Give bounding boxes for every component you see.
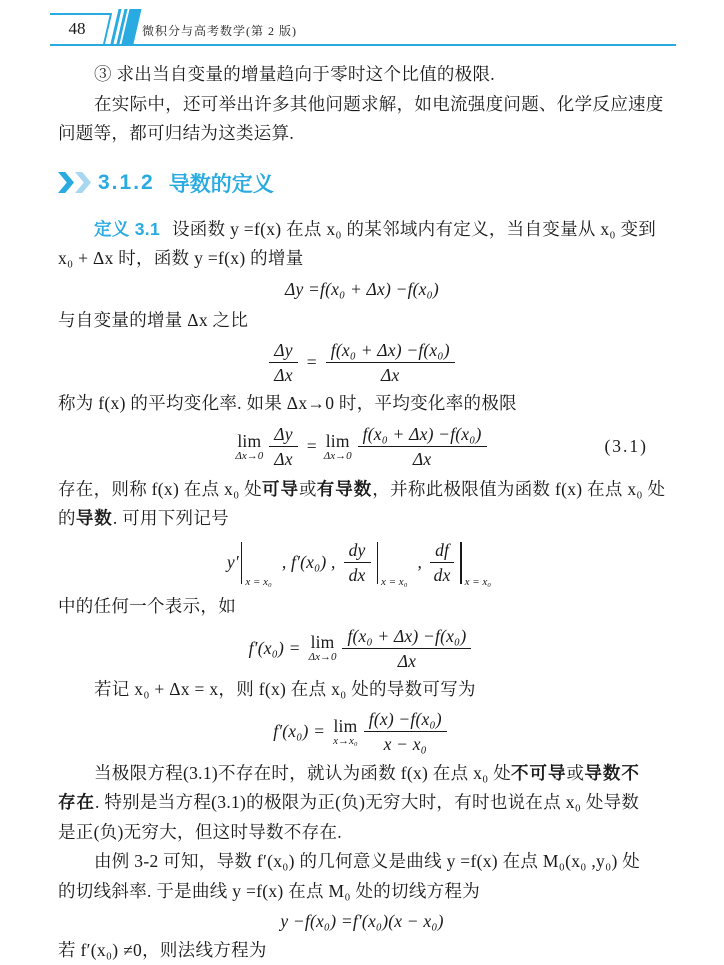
fraction-denominator: Δx — [274, 364, 293, 385]
paragraph-geometric-line1: 由例 3-2 可知，导数 f′(x₀) 的几何意义是曲线 y =f(x) 在点 M₀(x₀ ,y₀) 处 — [94, 851, 641, 871]
equation-number: (3.1) — [604, 436, 648, 456]
paragraph-step3: ③ 求出当自变量的增量趋向于零时这个比值的极限. — [94, 64, 495, 84]
equals-sign: = — [306, 351, 317, 372]
paragraph-practice-line2: 问题等，都可归结为这类运算. — [58, 123, 295, 143]
evaluated-at-group — [241, 542, 272, 588]
fraction-denominator: dx — [433, 565, 451, 585]
bold-term: 有导数 — [316, 478, 373, 499]
text-run: 设函数 y =f(x) 在点 x₀ 的某邻域内有定义，当自变量从 x₀ 变到 — [172, 218, 657, 239]
formula-increment: Δy =f(x₀ + Δx) −f(x₀) — [285, 279, 439, 299]
bold-term: 导数不 — [584, 762, 640, 783]
paragraph-nonexist-line3: 是正(负)无穷大，但这时导数不存在. — [58, 821, 342, 842]
formula-limit-definition — [58, 419, 666, 475]
evaluation-subscript: x = x₀ — [245, 575, 272, 588]
lim-word: lim — [325, 430, 350, 451]
lim-word: lim — [237, 430, 262, 451]
text-run: 或 — [566, 762, 585, 783]
limit-operator — [333, 717, 358, 747]
formula-lhs: f′(x₀) = — [273, 721, 326, 741]
section-heading — [58, 167, 666, 199]
paragraph-practice-line1: 在实际中，还可举出许多其他问题求解，如电流强度问题、化学反应速度 — [94, 93, 664, 114]
paragraph-avg-rate: 称为 f(x) 的平均变化率. 如果 Δx→0 时，平均变化率的极限 — [58, 393, 517, 413]
page-number: 48 — [68, 19, 86, 38]
formula-average-rate — [58, 335, 666, 389]
fraction — [326, 340, 455, 385]
paragraph-derivative-exists-line2 — [58, 504, 666, 534]
fraction-denominator: Δx — [412, 449, 432, 469]
section-title: 导数的定义 — [168, 172, 274, 196]
paragraph-definition-line1 — [58, 215, 666, 245]
fraction-numerator: f(x₀ + Δx) −f(x₀) — [326, 340, 455, 363]
text-run: 存在，则称 f(x) 在点 x₀ 处 — [58, 478, 262, 499]
lim-subscript: Δx→0 — [323, 449, 352, 462]
notation-f-prime: , f′(x₀) , — [281, 552, 336, 572]
fraction — [269, 340, 297, 385]
fraction — [269, 424, 297, 469]
bold-term: 导数 — [75, 508, 113, 528]
fraction-denominator: dx — [348, 565, 366, 585]
section-number: 3.1.2 — [98, 170, 155, 194]
fraction-numerator: Δy — [269, 340, 297, 363]
page-number-box-top-border — [50, 13, 110, 15]
bold-term: 可导 — [261, 478, 299, 499]
paragraph-nonexist-line1 — [58, 759, 666, 789]
lim-subscript: Δx→0 — [308, 651, 337, 663]
fraction-numerator: df — [430, 540, 454, 563]
fraction — [364, 709, 447, 754]
formula-lhs: f′(x₀) = — [248, 637, 301, 658]
text-run: 的 — [58, 508, 76, 528]
definition-label: 定义 3.1 — [94, 218, 160, 239]
text-run: . 特别是当方程(3.1)的极限为正(负)无穷大时，有时也说在点 x₀ 处导数 — [95, 792, 640, 812]
formula-tangent-line: y −f(x₀) =f′(x₀)(x − x₀) — [280, 910, 444, 931]
evaluation-bar-icon — [241, 542, 243, 584]
fraction — [430, 540, 454, 585]
text-run: . 可用下列记号 — [112, 508, 229, 528]
paragraph-geometric-line2: 的切线斜率. 于是曲线 y =f(x) 在点 M₀ 处的切线方程为 — [58, 880, 481, 901]
formula-derivative-alternative — [58, 705, 666, 759]
paragraph-any-notation: 中的任何一个表示，如 — [58, 595, 236, 616]
paragraph-definition-line2: x₀ + Δx 时，函数 y =f(x) 的增量 — [58, 248, 304, 268]
paragraph-nonexist-line2 — [58, 788, 666, 818]
fraction-numerator: Δy — [269, 424, 297, 447]
bold-term: 不可导 — [511, 762, 567, 783]
evaluation-subscript: x = x₀ — [381, 575, 408, 588]
evaluation-subscript: x = x₀ — [464, 575, 492, 588]
lim-subscript: x→x₀ — [333, 734, 358, 747]
formula-derivative-definition — [58, 621, 666, 675]
fraction-numerator: f(x₀ + Δx) −f(x₀) — [358, 424, 487, 447]
evaluation-bar-icon — [460, 542, 462, 584]
fraction-denominator: Δx — [381, 364, 400, 385]
fraction-numerator: dy — [344, 540, 371, 563]
lim-subscript: Δx→0 — [235, 449, 264, 462]
limit-operator — [309, 633, 337, 663]
fraction-denominator: x − x₀ — [383, 734, 427, 754]
fraction-denominator: Δx — [274, 449, 293, 469]
chevron-right-icon — [58, 172, 74, 193]
notation-y-prime: y′ — [226, 552, 239, 572]
paragraph-rewrite: 若记 x₀ + Δx = x，则 f(x) 在点 x₀ 处的导数可写为 — [94, 679, 476, 699]
evaluated-at-group — [377, 542, 408, 588]
fraction-denominator: Δx — [397, 650, 417, 671]
lim-word: lim — [333, 715, 358, 736]
limit-operator — [235, 432, 263, 462]
fraction-numerator: f(x) −f(x₀) — [364, 709, 447, 732]
limit-operator — [324, 432, 352, 462]
evaluation-bar-icon — [377, 542, 379, 584]
book-title: 微积分与高考数学(第 2 版) — [142, 24, 297, 38]
paragraph-ratio-intro: 与自变量的增量 Δx 之比 — [58, 309, 249, 330]
comma: , — [417, 552, 423, 572]
fraction — [344, 540, 371, 585]
text-run: 或 — [298, 478, 317, 499]
text-run: ，并称此极限值为函数 f(x) 在点 x₀ 处 — [372, 478, 666, 499]
equals-sign: = — [306, 436, 317, 456]
chevron-right-icon — [75, 172, 91, 193]
evaluated-at-group — [460, 542, 492, 588]
fraction-numerator: f(x₀ + Δx) −f(x₀) — [342, 626, 471, 649]
paragraph-normal-line: 若 f′(x₀) ≠0，则法线方程为 — [58, 940, 267, 960]
bold-term: 存在 — [58, 792, 95, 812]
paragraph-derivative-exists-line1 — [58, 475, 666, 505]
text-run: 当极限方程(3.1)不存在时，就认为函数 f(x) 在点 x₀ 处 — [94, 762, 512, 783]
fraction — [342, 626, 471, 671]
fraction — [358, 424, 487, 469]
page-body — [58, 46, 666, 965]
lim-word: lim — [310, 632, 335, 652]
formula-derivative-notations — [58, 534, 666, 592]
